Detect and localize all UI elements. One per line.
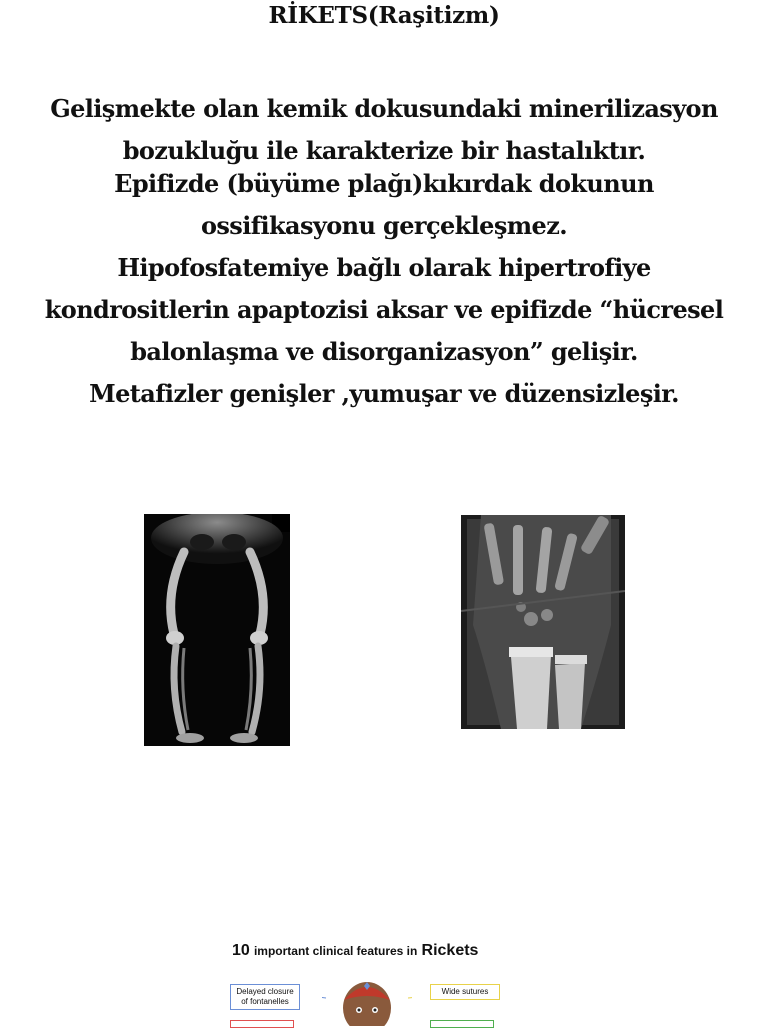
x-ray-legs-icon [144,514,290,746]
x-ray-wrist-icon [461,515,625,729]
page-title: RİKETS(Raşitizm) [268,2,500,29]
child-head-icon [322,976,412,1026]
infographic-title-number: 10 [232,942,250,959]
intro-paragraph [0,88,768,172]
infographic-title-middle: important clinical features in [253,944,418,958]
text-line: kondrositlerin apaptozisi aksar ve epifizde “hücresel [44,295,724,324]
infographic-title [232,942,478,960]
text-line: Metafizler genişler ,yumuşar ve düzensizleşir. [89,379,679,408]
label-box-green [430,1020,494,1028]
infographic-title-end: Rickets [421,942,479,959]
text-line: bozukluğu ile karakterize bir hastalıktır. [122,136,646,165]
detail-paragraph [0,163,768,415]
rickets-infographic [222,938,512,1024]
text-line: Gelişmekte olan kemik dokusundaki minerilizasyon [50,94,718,123]
label-fontanelles: Delayed closure of fontanelles [230,984,300,1010]
text-line: Epifizde (büyüme plağı)kıkırdak dokunun [114,169,654,198]
label-box-red [230,1020,294,1028]
text-line: Hipofosfatemiye bağlı olarak hipertrofiye [117,253,651,282]
text-line: balonlaşma ve disorganizasyon” gelişir. [130,337,638,366]
label-sutures: Wide sutures [430,984,500,1000]
text-line: ossifikasyonu gerçekleşmez. [200,211,568,240]
